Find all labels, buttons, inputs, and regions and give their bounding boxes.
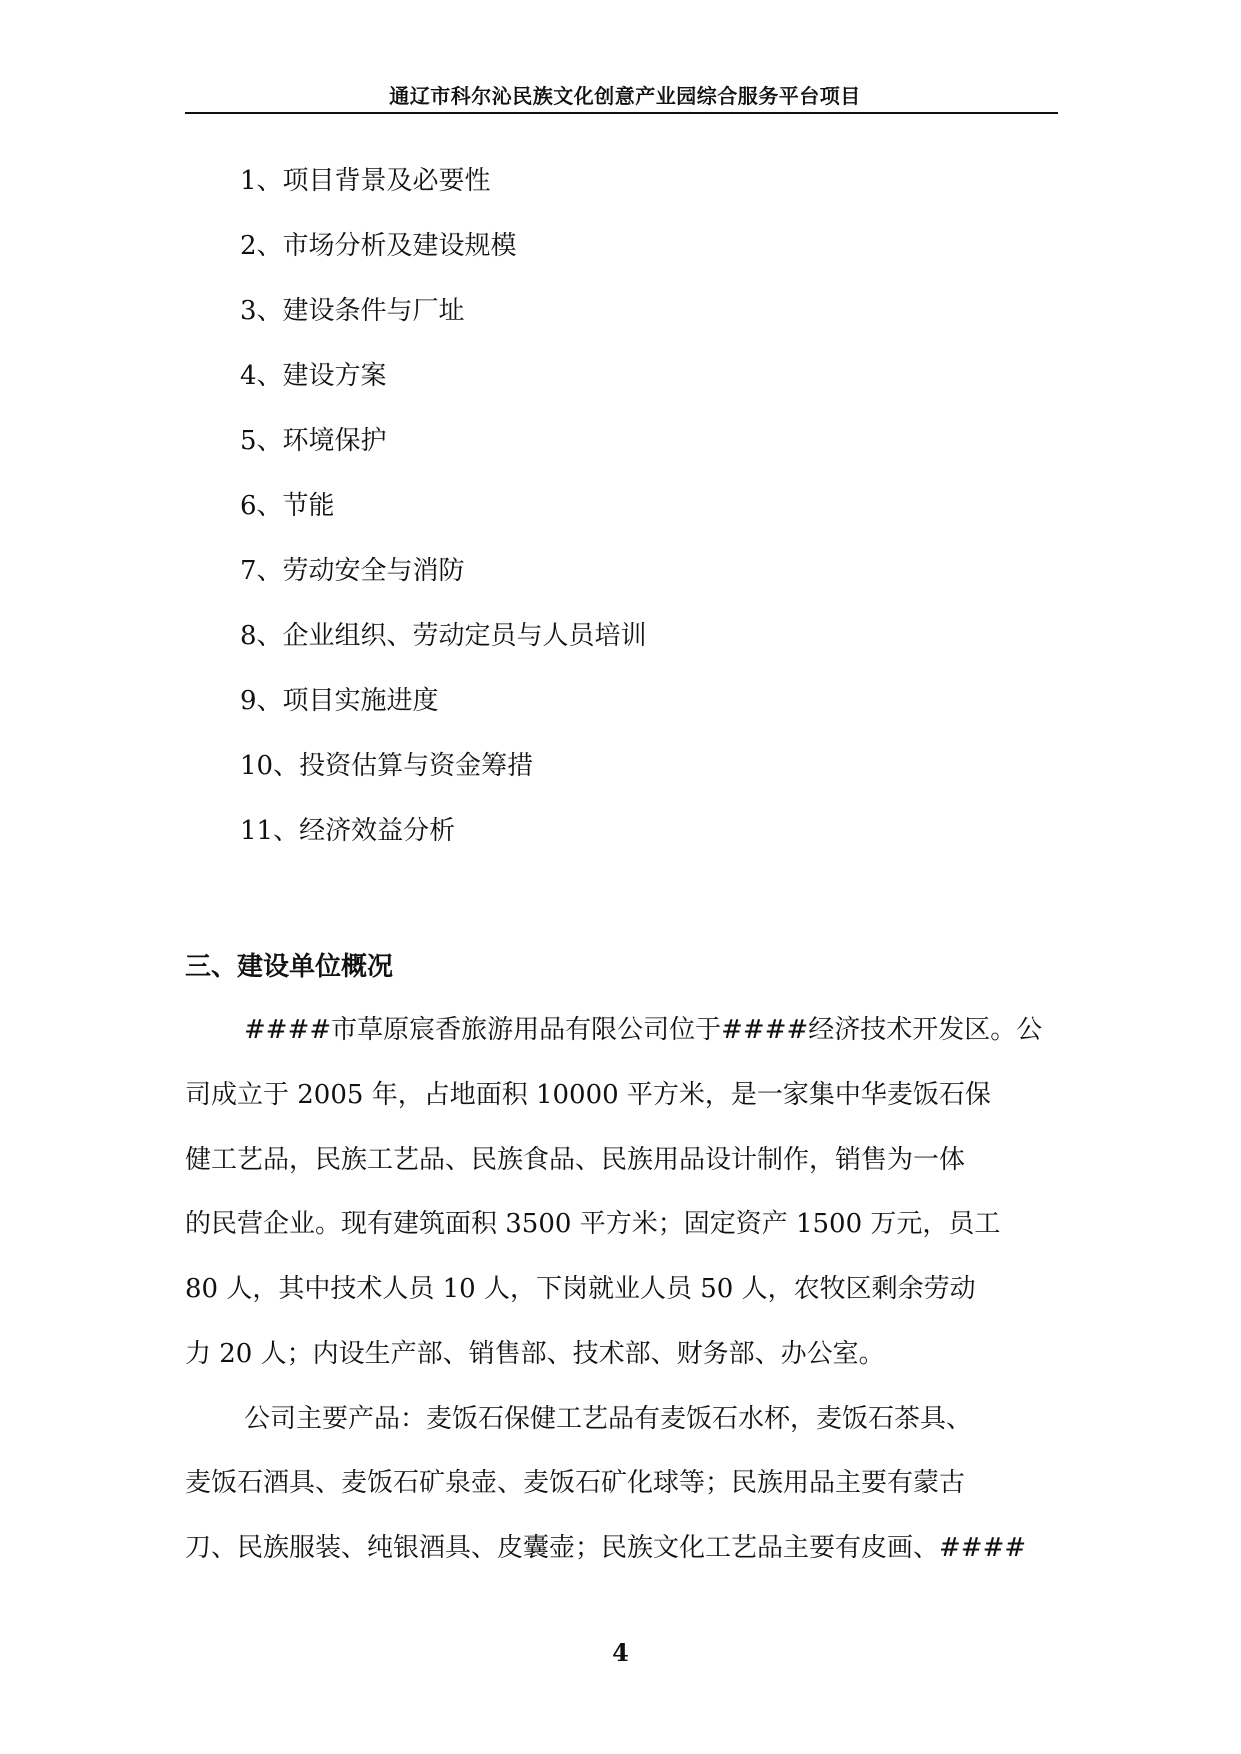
list-item: 11、经济效益分析 (240, 816, 456, 846)
paragraph-line: 健工艺品，民族工艺品、民族食品、民族用品设计制作，销售为一体 (185, 1145, 966, 1175)
list-item: 4、建设方案 (240, 361, 387, 391)
paragraph-line: 司成立于 2005 年，占地面积 10000 平方米，是一家集中华麦饭石保 (185, 1080, 991, 1110)
list-item: 8、企业组织、劳动定员与人员培训 (240, 621, 647, 651)
paragraph-line: 的民营企业。现有建筑面积 3500 平方米；固定资产 1500 万元，员工 (185, 1209, 1001, 1239)
page-number: 4 (612, 1638, 629, 1667)
paragraph-line: ####市草原宸香旅游用品有限公司位于####经济技术开发区。公 (244, 1015, 1043, 1045)
list-item: 5、环境保护 (240, 426, 387, 456)
paragraph-line: 刀、民族服装、纯银酒具、皮囊壶；民族文化工艺品主要有皮画、#### (185, 1533, 1027, 1563)
section-heading: 三、建设单位概况 (185, 952, 394, 982)
content-list (240, 161, 647, 876)
list-item: 10、投资估算与资金筹措 (240, 751, 534, 781)
list-item: 7、劳动安全与消防 (240, 556, 465, 586)
list-item: 1、项目背景及必要性 (240, 166, 491, 196)
list-item: 3、建设条件与厂址 (240, 296, 465, 326)
paragraph-line: 公司主要产品：麦饭石保健工艺品有麦饭石水杯，麦饭石茶具、 (244, 1404, 973, 1434)
list-item: 2、市场分析及建设规模 (240, 231, 517, 261)
list-item: 6、节能 (240, 491, 335, 521)
list-item: 9、项目实施进度 (240, 686, 439, 716)
header-divider (185, 112, 1058, 114)
paragraph-line: 80 人，其中技术人员 10 人，下岗就业人员 50 人，农牧区剩余劳动 (185, 1274, 976, 1304)
page-header-title: 通辽市科尔沁民族文化创意产业园综合服务平台项目 (389, 84, 861, 108)
paragraph-line: 麦饭石酒具、麦饭石矿泉壶、麦饭石矿化球等；民族用品主要有蒙古 (185, 1468, 966, 1498)
paragraph-line: 力 20 人；内设生产部、销售部、技术部、财务部、办公室。 (185, 1339, 885, 1369)
